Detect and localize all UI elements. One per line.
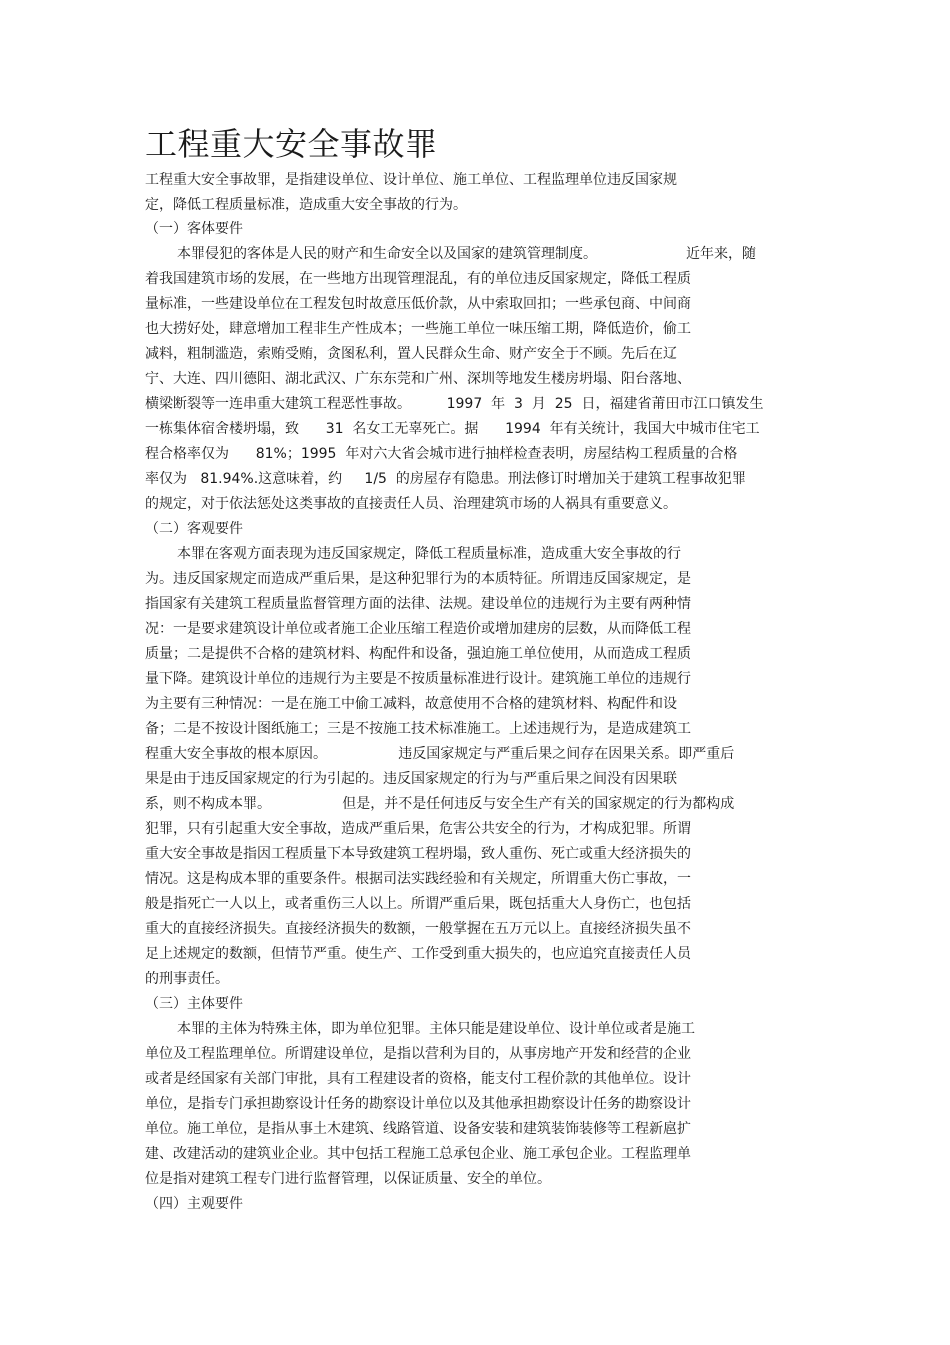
text-line: 也大捞好处，肆意增加工程非生产性成本；一些施工单位一味压缩工期，降低造价，偷工 (145, 321, 691, 337)
text-line: 单位，是指专门承担勘察设计任务的勘察设计单位以及其他承担勘察设计任务的勘察设计 (145, 1096, 691, 1112)
text-line: 或者是经国家有关部门审批，具有工程建设者的资格，能支付工程价款的其他单位。设计 (145, 1071, 691, 1087)
text-line: 本罪侵犯的客体是人民的财产和生命安全以及国家的建筑管理制度。 近年来，随 (177, 246, 757, 262)
text-line: 质量；二是提供不合格的建筑材料、构配件和设备，强迫施工单位使用，从而造成工程质 (145, 646, 691, 662)
text-line: 的规定，对于依法惩处这类事故的直接责任人员、治理建筑市场的人祸具有重要意义。 (145, 496, 677, 512)
text-line: 横梁断裂等一连串重大建筑工程恶性事故。 1997 年 3 月 25 日，福建省莆田市江口镇发生 (145, 396, 764, 412)
text-line: 宁、大连、四川德阳、湖北武汉、广东东莞和广州、深圳等地发生楼房坍塌、阳台落地、 (145, 371, 691, 387)
text-line: 情况。这是构成本罪的重要条件。根据司法实践经验和有关规定，所谓重大伤亡事故，一 (145, 871, 691, 887)
text-line: 单位及工程监理单位。所谓建设单位，是指以营利为目的，从事房地产开发和经营的企业 (145, 1046, 691, 1062)
text-line: 程重大安全事故的根本原因。 违反国家规定与严重后果之间存在因果关系。即严重后 (145, 746, 735, 762)
text-line: 建、改建活动的建筑业企业。其中包括工程施工总承包企业、施工承包企业。工程监理单 (145, 1146, 691, 1162)
text-line: 位是指对建筑工程专门进行监督管理，以保证质量、安全的单位。 (145, 1171, 551, 1187)
page-title: 工程重大安全事故罪 (145, 125, 438, 163)
text-line: 犯罪，只有引起重大安全事故，造成严重后果，危害公共安全的行为，才构成犯罪。所谓 (145, 821, 691, 837)
text-line: 为主要有三种情况：一是在施工中偷工减料，故意使用不合格的建筑材料、构配件和设 (145, 696, 677, 712)
text-line: 重大的直接经济损失。直接经济损失的数额，一般掌握在五万元以上。直接经济损失虽不 (145, 921, 691, 937)
text-line: 率仅为 81.94%.这意味着，约 1/5 的房屋存有隐患。刑法修订时增加关于建筑工程事故犯罪 (145, 471, 746, 487)
text-line: 果是由于违反国家规定的行为引起的。违反国家规定的行为与严重后果之间没有因果联 (145, 771, 677, 787)
text-line: 足上述规定的数额，但情节严重。使生产、工作受到重大损失的，也应追究直接责任人员 (145, 946, 691, 962)
text-line: 工程重大安全事故罪，是指建设单位、设计单位、施工单位、工程监理单位违反国家规 (145, 172, 677, 188)
text-line: 本罪的主体为特殊主体，即为单位犯罪。主体只能是建设单位、设计单位或者是施工 (177, 1021, 695, 1037)
text-line: 指国家有关建筑工程质量监督管理方面的法律、法规。建设单位的违规行为主要有两种情 (145, 596, 691, 612)
text-line: 本罪在客观方面表现为违反国家规定，降低工程质量标准，造成重大安全事故的行 (177, 546, 681, 562)
text-line: 备；二是不按设计图纸施工；三是不按施工技术标准施工。上述违规行为，是造成建筑工 (145, 721, 691, 737)
text-line: 为。违反国家规定而造成严重后果，是这种犯罪行为的本质特征。所谓违反国家规定，是 (145, 571, 691, 587)
text-line: 定，降低工程质量标准，造成重大安全事故的行为。 (145, 197, 467, 213)
text-line: 重大安全事故是指因工程质量下本导致建筑工程坍塌，致人重伤、死亡或重大经济损失的 (145, 846, 691, 862)
text-line: 减料，粗制滥造，索贿受贿，贪图私利，置人民群众生命、财产安全于不顾。先后在辽 (145, 346, 677, 362)
text-line: 量标准，一些建设单位在工程发包时故意压低价款，从中索取回扣；一些承包商、中间商 (145, 296, 691, 312)
text-line: 系，则不构成本罪。 但是，并不是任何违反与安全生产有关的国家规定的行为都构成 (145, 796, 735, 812)
section-heading: （二）客观要件 (145, 521, 243, 537)
section-heading: （四）主观要件 (145, 1196, 243, 1212)
section-heading: （三）主体要件 (145, 996, 243, 1012)
text-line: 的刑事责任。 (145, 971, 229, 987)
text-line: 程合格率仅为 81%；1995 年对六大省会城市进行抽样检查表明，房屋结构工程质量的合格 (145, 446, 738, 462)
section-heading: （一）客体要件 (145, 221, 243, 237)
text-line: 况：一是要求建筑设计单位或者施工企业压缩工程造价或增加建房的层数，从而降低工程 (145, 621, 691, 637)
text-line: 单位。施工单位，是指从事土木建筑、线路管道、设备安装和建筑装饰装修等工程新扈扩 (145, 1121, 691, 1137)
text-line: 般是指死亡一人以上，或者重伤三人以上。所谓严重后果，既包括重大人身伤亡，也包括 (145, 896, 691, 912)
text-line: 着我国建筑市场的发展，在一些地方出现管理混乱，有的单位违反国家规定，降低工程质 (145, 271, 691, 287)
text-line: 量下降。建筑设计单位的违规行为主要是不按质量标准进行设计。建筑施工单位的违规行 (145, 671, 691, 687)
text-line: 一栋集体宿舍楼坍塌，致 31 名女工无辜死亡。据 1994 年有关统计，我国大中城市住宅工 (145, 421, 760, 437)
